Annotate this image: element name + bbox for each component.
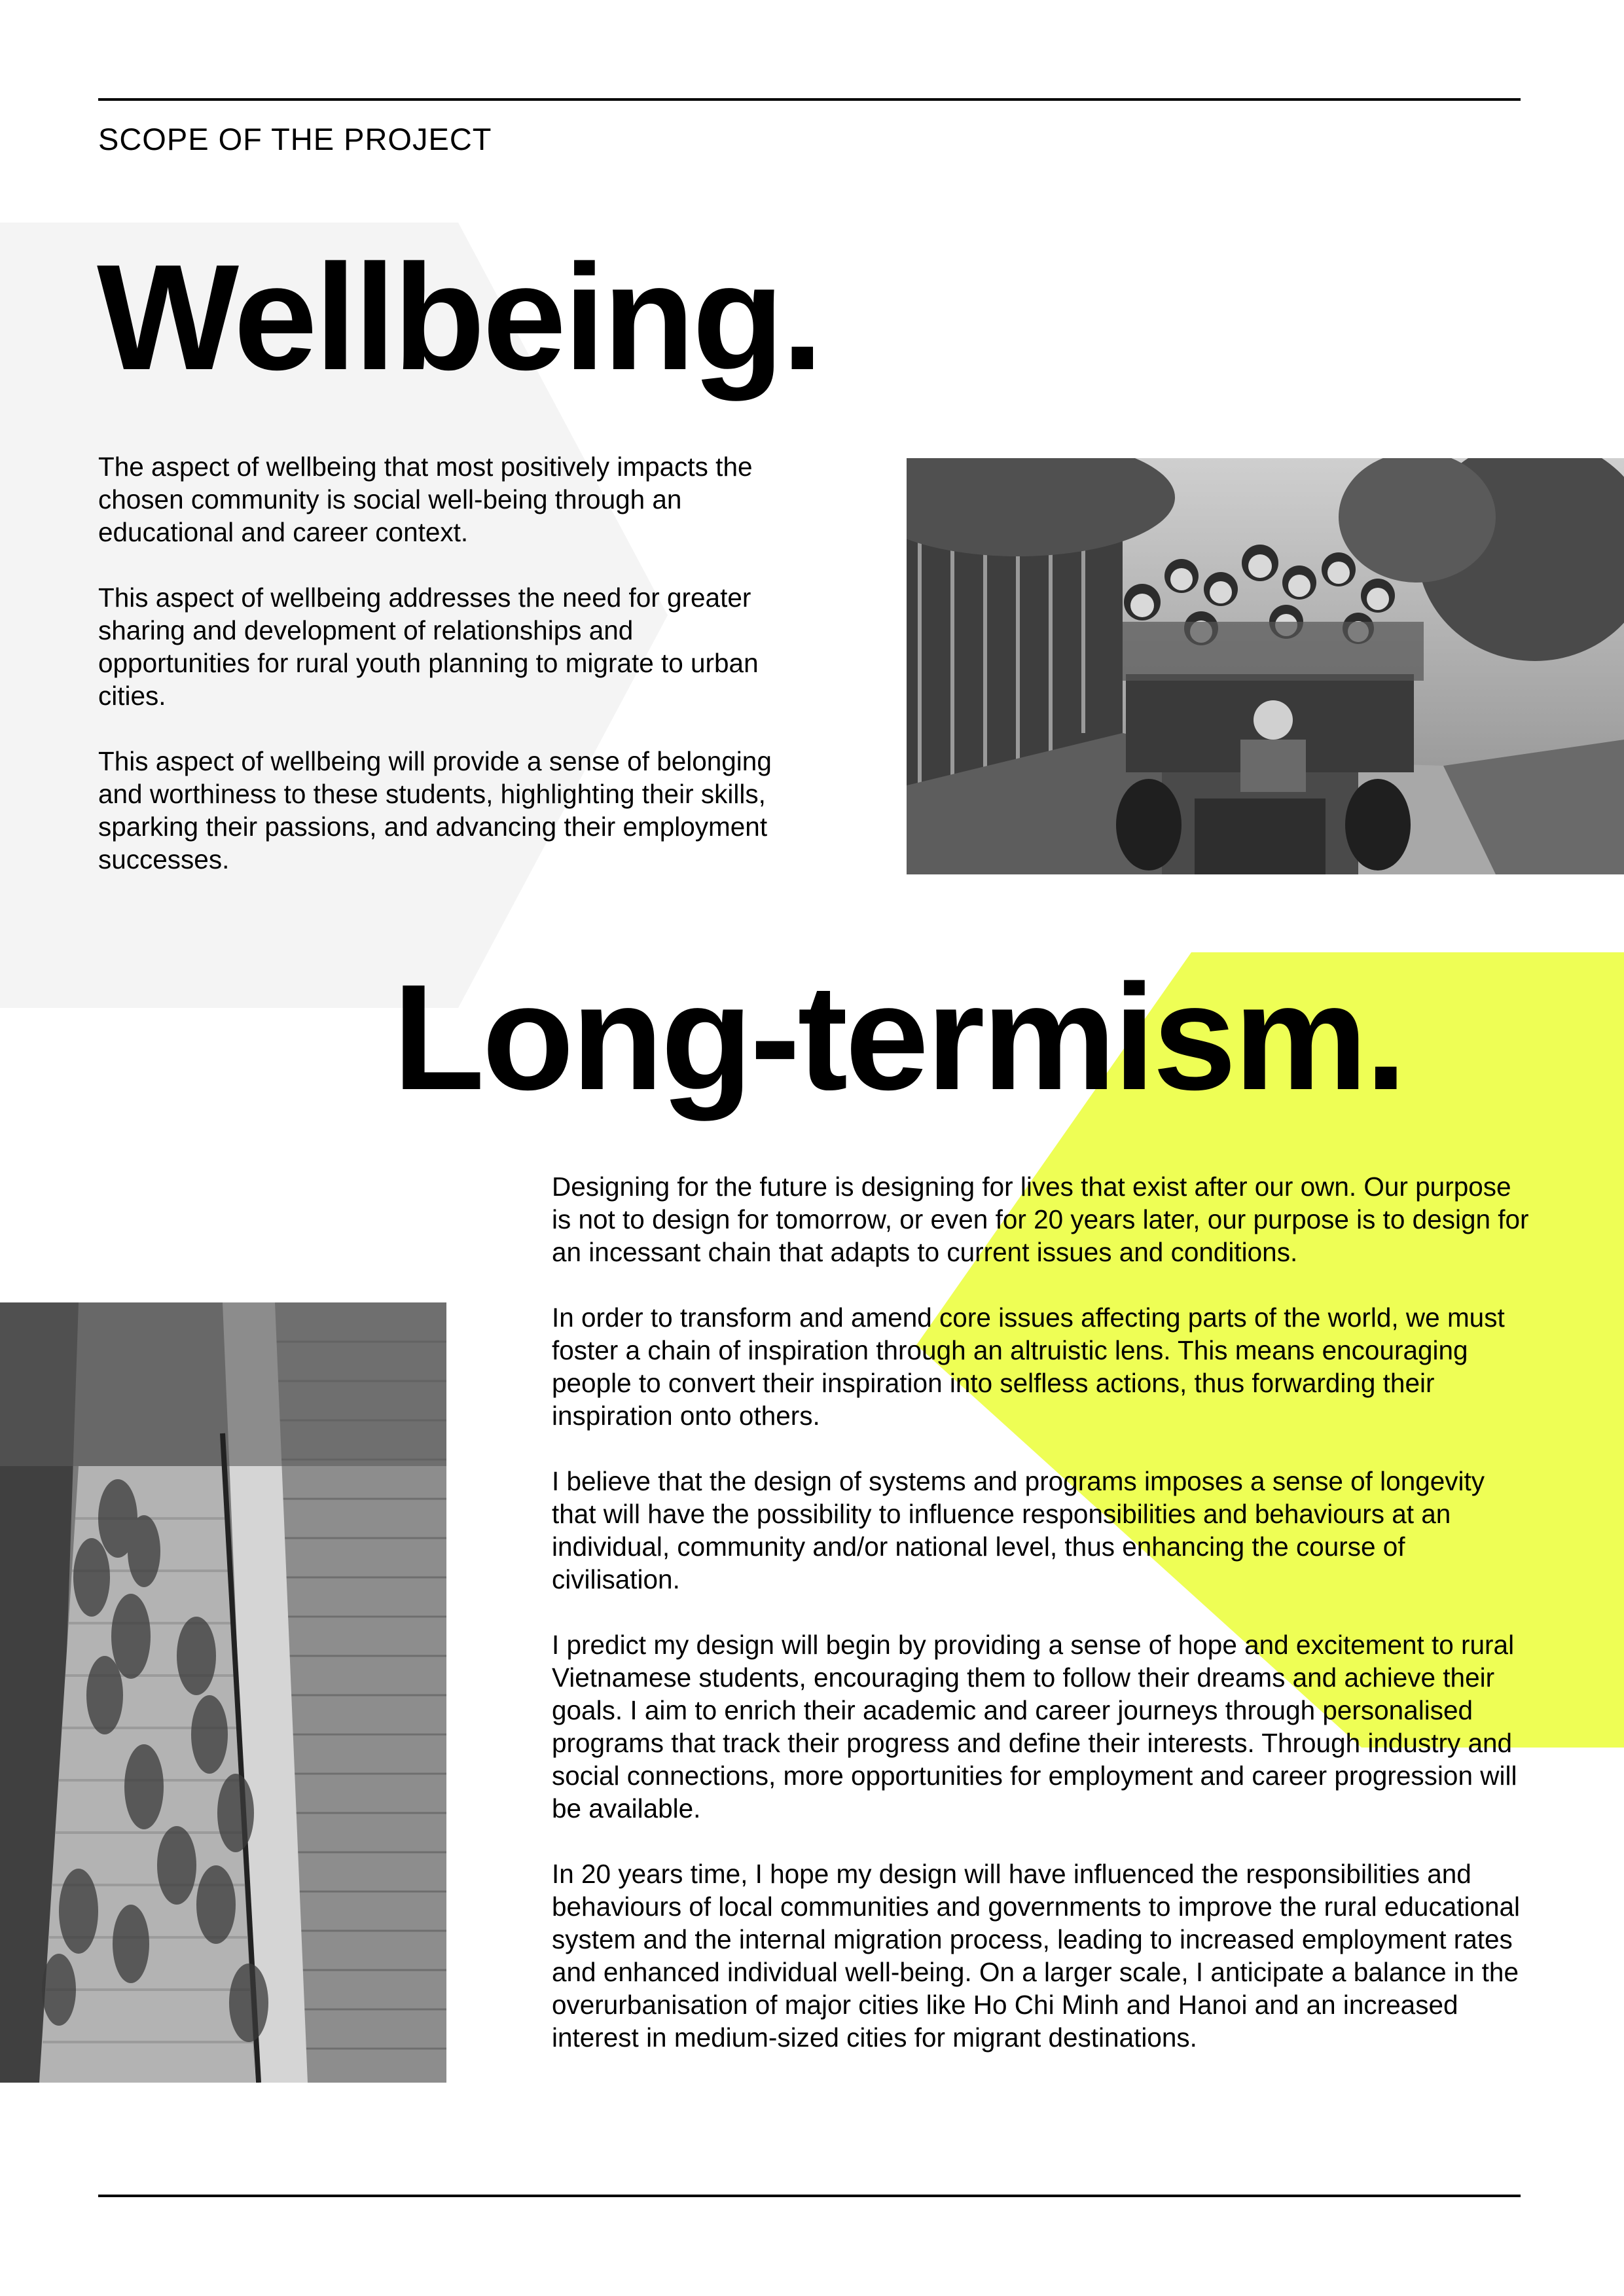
longtermism-paragraph: In order to transform and amend core issues affecting parts of the world, we must foster a chain of inspiration through an altruistic lens. This means encouraging people to convert their inspiration into selfless actions, thus forwarding their inspiration onto others. bbox=[552, 1302, 1505, 1431]
bottom-divider bbox=[98, 2195, 1521, 2197]
longtermism-paragraph: In 20 years time, I hope my design will have influenced the responsibilities and behaviours of local communities and governments to improve the rural educational system and the internal migration process, leading to increased employment rates and enhanced individual well-being. On a larger scale, I anticipate a balance in the overurbanisation of major cities like Ho Chi Minh and Hanoi and an increased interest in medium-sized cities for migrant destinations. bbox=[552, 1859, 1521, 2053]
longtermism-paragraph: Designing for the future is designing for lives that exist after our own. Our purpose is not to design for tomorrow, or even for 20 years later, our purpose is to design for an incessant chain that adapts to current issues and conditions. bbox=[552, 1172, 1529, 1267]
top-divider bbox=[98, 98, 1521, 101]
longtermism-text bbox=[552, 1170, 1534, 2087]
longtermism-title: Long-termism. bbox=[393, 953, 1405, 1121]
photo-youth-on-tractor bbox=[907, 458, 1624, 874]
wellbeing-paragraph: The aspect of wellbeing that most positively impacts the chosen community is social well-being through an educational and career context. bbox=[98, 452, 753, 547]
wellbeing-paragraph: This aspect of wellbeing addresses the need for greater sharing and development of relationships and opportunities for rural youth planning to migrate to urban cities. bbox=[98, 583, 759, 711]
wellbeing-paragraph: This aspect of wellbeing will provide a sense of belonging and worthiness to these students, highlighting their skills, sparking their passions, and advancing their employment successes. bbox=[98, 746, 772, 874]
wellbeing-title: Wellbeing. bbox=[97, 233, 821, 401]
longtermism-paragraph: I believe that the design of systems and programs imposes a sense of longevity that will have the possibility to influence responsibilities and behaviours at an individual, community and/or national level, thus enhancing the course of civilisation. bbox=[552, 1466, 1485, 1594]
wellbeing-text bbox=[98, 450, 792, 908]
photo-stairway-crowd bbox=[0, 1302, 446, 2083]
longtermism-paragraph: I predict my design will begin by providing a sense of hope and excitement to rural Vietnamese students, encouraging them to follow their dreams and achieve their goals. I aim to enrich their academic and career journeys through personalised programs that track their progress and define their interests. Through industry and social connections, more opportunities for employment and career progression will be available. bbox=[552, 1630, 1517, 1823]
section-kicker: SCOPE OF THE PROJECT bbox=[98, 122, 492, 156]
